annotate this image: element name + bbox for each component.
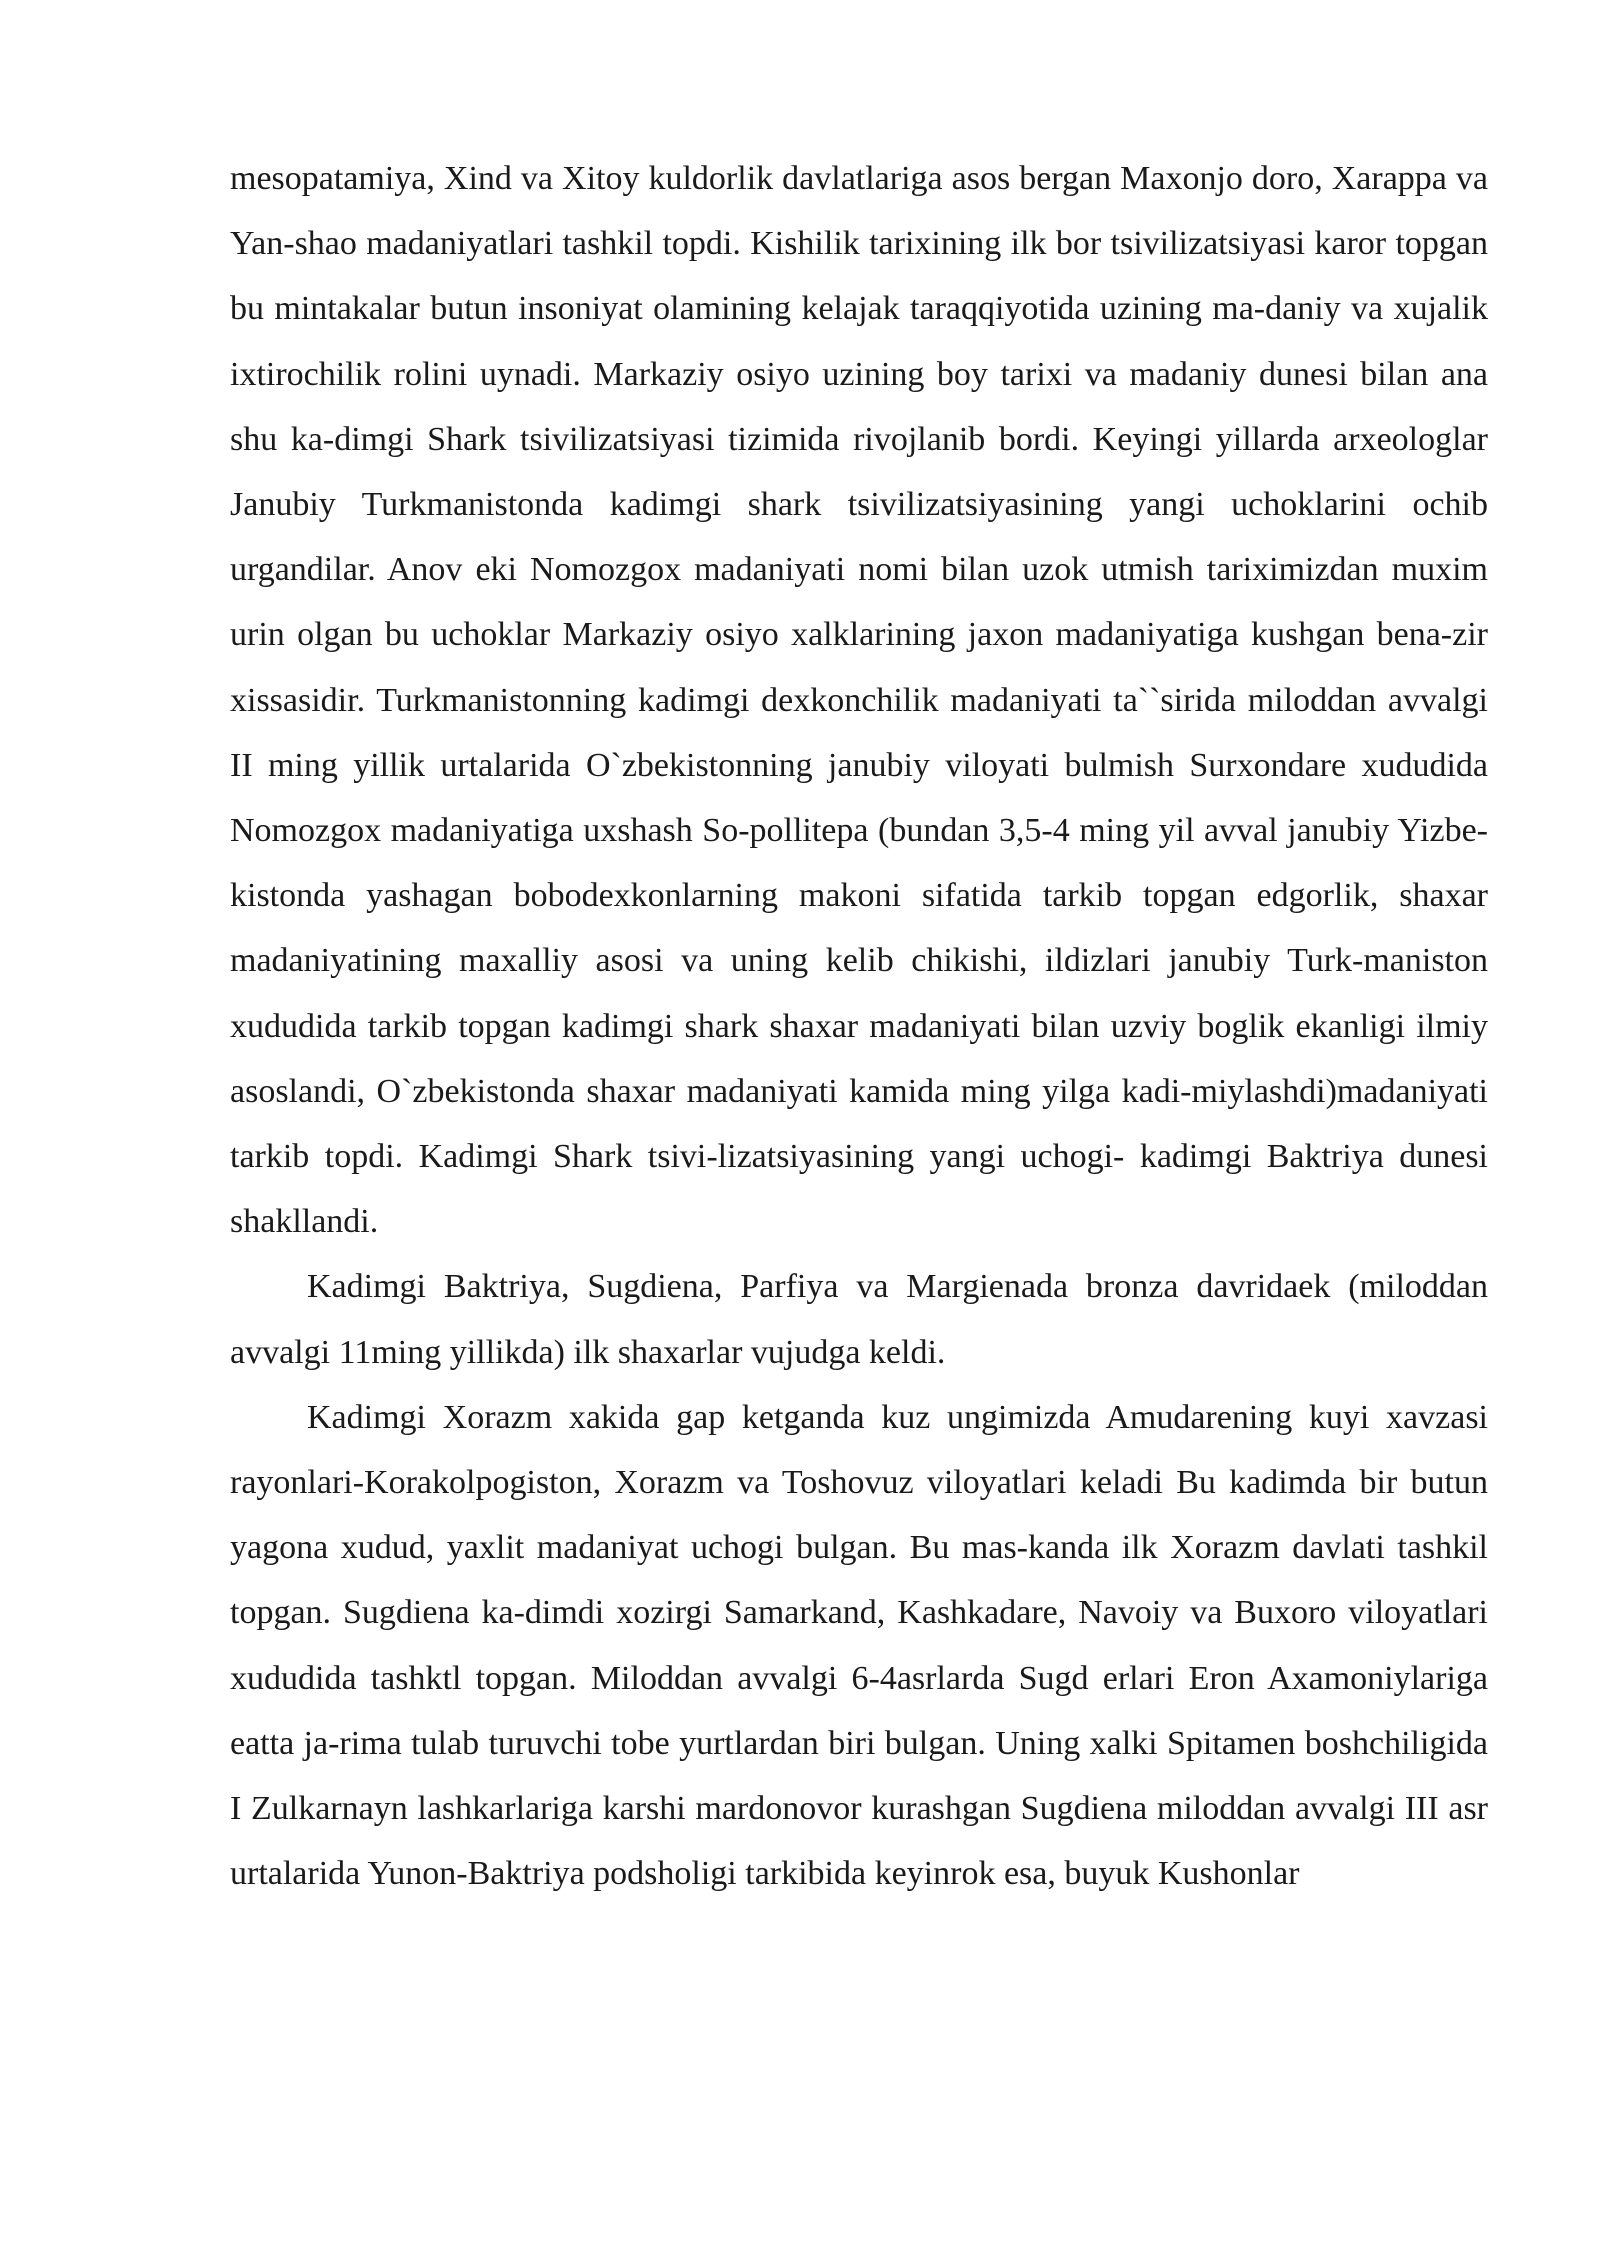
paragraph-3: Kadimgi Xorazm xakida gap ketganda kuz ungimizda Amudarening kuyi xavzasi rayonlari-Korakolpogiston, Xorazm va Toshovuz viloyatlari keladi Bu kadimda bir butun yagona xudud, yaxlit madaniyat uchogi bulgan. Bu mas-kanda ilk Xorazm davlati tashkil topgan. Sugdiena ka-dimdi xozirgi Samarkand, Kashkadare, Navoiy va Buxoro viloyatlari xududida tashktl topgan. Miloddan avvalgi 6-4asrlarda Sugd erlari Eron Axamoniylariga eatta ja-rima tulab turuvchi tobe yurtlardan biri bulgan. Uning xalki Spitamen boshchiligida I Zulkarnayn lashkarlariga karshi mardonovor kurashgan Sugdiena miloddan avvalgi III asr urtalarida Yunon-Baktriya podsholigi tarkibida keyinrok esa, buyuk Kushonlar: [230, 1398, 1488, 1893]
paragraph-2: Kadimgi Baktriya, Sugdiena, Parfiya va Margienada bronza davridaek (miloddan avvalgi 11ming yillikda) ilk shaxarlar vujudga keldi.: [230, 1268, 1488, 1371]
document-page: [230, 146, 1488, 1906]
paragraph-1: mesopatamiya, Xind va Xitoy kuldorlik davlatlariga asos bergan Maxonjo doro, Xarappa va Yan-shao madaniyatlari tashkil topdi. Kishilik tarixining ilk bor tsivilizatsiyasi karor topgan bu mintakalar butun insoniyat olamining kelajak taraqqiyotida uzining ma-daniy va xujalik ixtirochilik rolini uynadi. Markaziy osiyo uzining boy tarixi va madaniy dunesi bilan ana shu ka-dimgi Shark tsivilizatsiyasi tizimida rivojlanib bordi. Keyingi yillarda arxeologlar Janubiy Turkmanistonda kadimgi shark tsivilizatsiyasining yangi uchoklarini ochib urgandilar. Anov eki Nomozgox madaniyati nomi bilan uzok utmish tariximizdan muxim urin olgan bu uchoklar Markaziy osiyo xalklarining jaxon madaniyatiga kushgan bena-zir xissasidir. Turkmanistonning kadimgi dexkonchilik madaniyati ta``sirida miloddan avvalgi II ming yillik urtalarida O`zbekistonning janubiy viloyati bulmish Surxondare xududida Nomozgox madaniyatiga uxshash So-pollitepa (bundan 3,5-4 ming yil avval janubiy Yizbe-kistonda yashagan bobodexkonlarning makoni sifatida tarkib topgan edgorlik, shaxar madaniyatining maxalliy asosi va uning kelib chikishi, ildizlari janubiy Turk-maniston xududida tarkib topgan kadimgi shark shaxar madaniyati bilan uzviy boglik ekanligi ilmiy asoslandi, O`zbekistonda shaxar madaniyati kamida ming yilga kadi-miylashdi)madaniyati tarkib topdi. Kadimgi Shark tsivi-lizatsiyasining yangi uchogi- kadimgi Baktriya dunesi shakllandi.: [230, 160, 1488, 1241]
